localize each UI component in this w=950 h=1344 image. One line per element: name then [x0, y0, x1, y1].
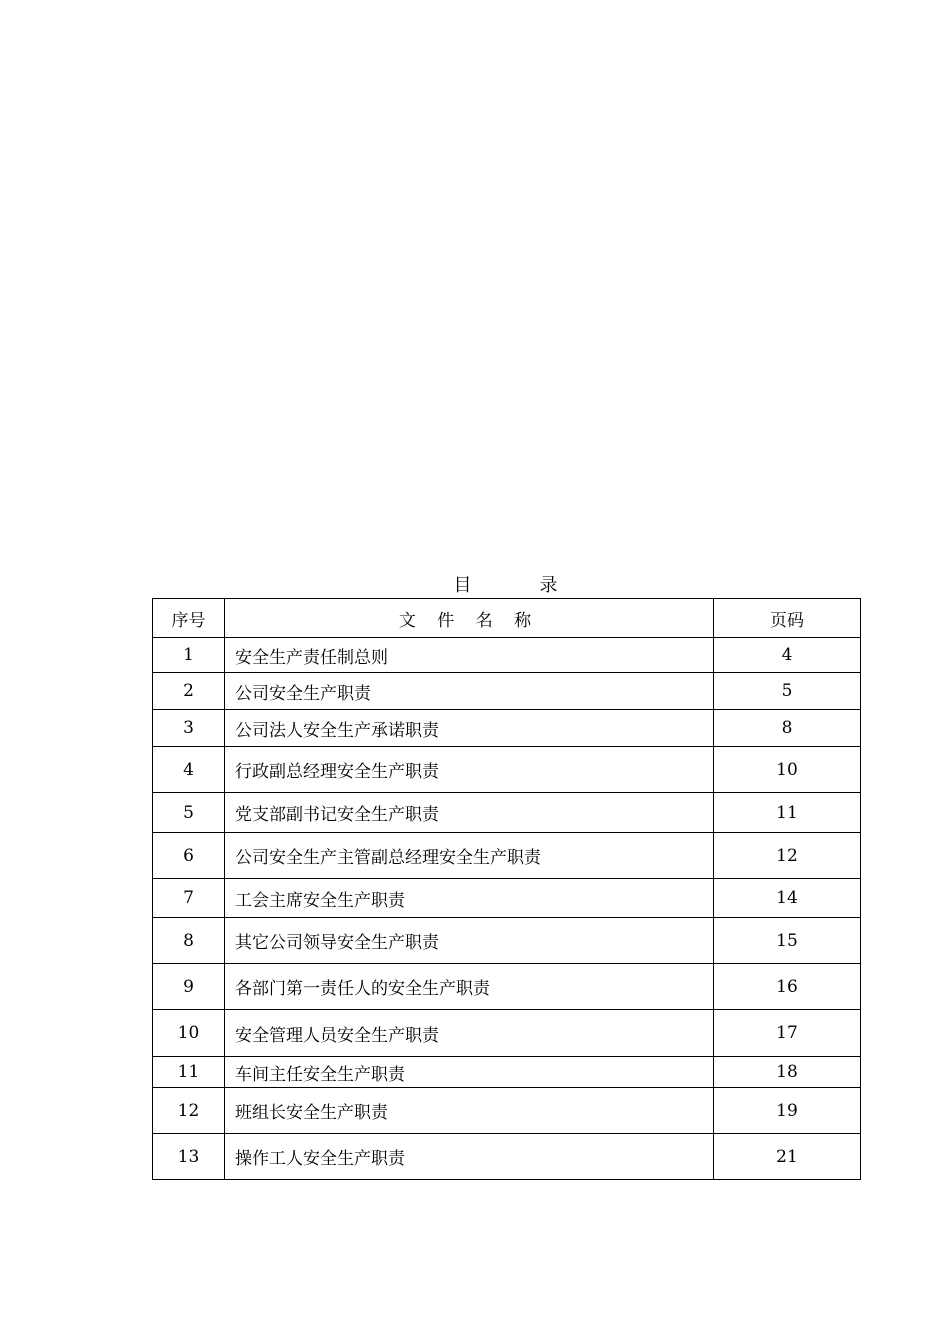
row-page: 19 — [714, 1088, 861, 1134]
table-row — [153, 1088, 861, 1134]
table-row — [153, 710, 861, 747]
row-name: 公司法人安全生产承诺职责 — [225, 710, 714, 747]
row-no: 11 — [153, 1057, 225, 1088]
toc-table — [152, 598, 861, 1180]
row-name: 公司安全生产职责 — [225, 673, 714, 710]
table-row — [153, 747, 861, 793]
table-row — [153, 1010, 861, 1057]
row-no: 6 — [153, 833, 225, 879]
row-no: 3 — [153, 710, 225, 747]
table-row — [153, 1134, 861, 1180]
row-name: 操作工人安全生产职责 — [225, 1134, 714, 1180]
row-page: 16 — [714, 964, 861, 1010]
row-name: 党支部副书记安全生产职责 — [225, 793, 714, 833]
row-name: 安全管理人员安全生产职责 — [225, 1010, 714, 1057]
row-no: 8 — [153, 918, 225, 964]
table-row — [153, 673, 861, 710]
toc-title: 目录 — [453, 575, 626, 596]
row-page: 14 — [714, 879, 861, 918]
table-row — [153, 964, 861, 1010]
row-no: 13 — [153, 1134, 225, 1180]
row-page: 12 — [714, 833, 861, 879]
row-name: 其它公司领导安全生产职责 — [225, 918, 714, 964]
row-no: 12 — [153, 1088, 225, 1134]
row-page: 8 — [714, 710, 861, 747]
row-name: 班组长安全生产职责 — [225, 1088, 714, 1134]
row-no: 4 — [153, 747, 225, 793]
row-page: 10 — [714, 747, 861, 793]
header-page: 页码 — [714, 599, 861, 638]
table-row — [153, 833, 861, 879]
row-page: 21 — [714, 1134, 861, 1180]
table-row — [153, 793, 861, 833]
row-name: 安全生产责任制总则 — [225, 638, 714, 673]
header-name: 文 件 名 称 — [225, 599, 714, 638]
table-row — [153, 638, 861, 673]
row-page: 5 — [714, 673, 861, 710]
table-row — [153, 879, 861, 918]
row-name: 公司安全生产主管副总经理安全生产职责 — [225, 833, 714, 879]
table-row — [153, 1057, 861, 1088]
table-row — [153, 918, 861, 964]
row-name: 各部门第一责任人的安全生产职责 — [225, 964, 714, 1010]
row-page: 17 — [714, 1010, 861, 1057]
row-no: 10 — [153, 1010, 225, 1057]
row-page: 15 — [714, 918, 861, 964]
row-name: 行政副总经理安全生产职责 — [225, 747, 714, 793]
row-name: 工会主席安全生产职责 — [225, 879, 714, 918]
table-header-row — [153, 599, 861, 638]
row-no: 5 — [153, 793, 225, 833]
row-page: 4 — [714, 638, 861, 673]
row-page: 18 — [714, 1057, 861, 1088]
row-page: 11 — [714, 793, 861, 833]
row-no: 7 — [153, 879, 225, 918]
row-no: 1 — [153, 638, 225, 673]
row-no: 2 — [153, 673, 225, 710]
header-no: 序号 — [153, 599, 225, 638]
row-no: 9 — [153, 964, 225, 1010]
row-name: 车间主任安全生产职责 — [225, 1057, 714, 1088]
